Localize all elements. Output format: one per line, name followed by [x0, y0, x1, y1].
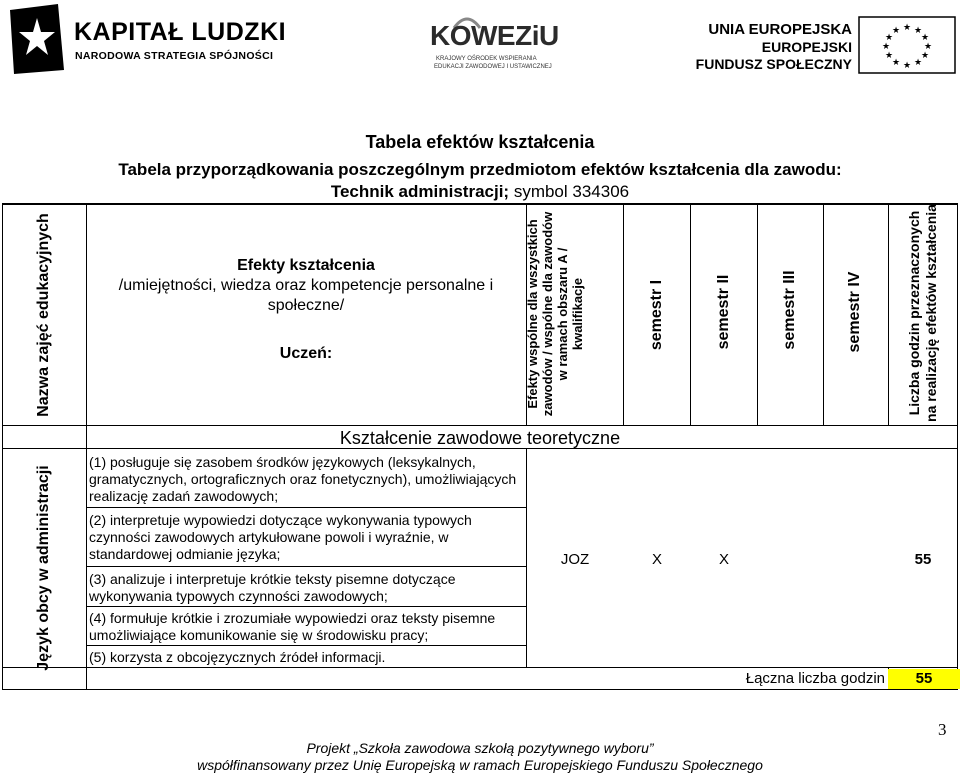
header-sem4: semestr IV: [846, 271, 863, 353]
svg-text:★: ★: [913, 58, 923, 68]
outcome-1: (1) posługuje się zasobem środków językowych (leksykalnych, gramatycznych, ortograficznych oraz fonetycznych), umożliwiających realizację zadań zawodowych;: [89, 454, 517, 504]
rows-bottom: [2, 667, 958, 668]
page-subtitle: Tabela przyporządkowania poszczególnym przedmiotom efektów kształcenia dla zawodu:: [118, 160, 842, 179]
outcome-divider-4: [86, 645, 526, 646]
header-common-line-2: zawodów / wspólne dla zawodów: [540, 211, 555, 417]
table-header-bottom: [2, 425, 958, 426]
value-sem2: X: [718, 551, 729, 568]
header-outcomes: [86, 256, 526, 364]
profession-line: [0, 182, 960, 202]
total-hours-label: Łączna liczba godzin: [745, 670, 885, 687]
outcome-divider-3: [86, 606, 526, 607]
header-hours: [906, 203, 942, 423]
header-outcomes-sub: /umiejętności, wiedza oraz kompetencje personalne i społeczne/: [118, 277, 494, 314]
eu-line-2: EUROPEJSKI: [761, 39, 852, 55]
svg-text:★: ★: [913, 26, 923, 36]
kowezu-subtitle-2: EDUKACJI ZAWODOWEJ I USTAWICZNEJ: [434, 64, 552, 70]
eu-flag-icon: [858, 16, 956, 74]
header-sem2: semestr II: [715, 274, 732, 350]
profession-name: Technik administracji;: [330, 182, 510, 201]
profession-symbol: symbol 334306: [509, 182, 630, 201]
svg-text:★: ★: [891, 26, 901, 36]
header-common-effects: [525, 205, 625, 423]
header-common-line-1: Efekty wspólne dla wszystkich: [525, 219, 540, 409]
header-outcomes-title: Efekty kształcenia: [237, 257, 375, 274]
outcome-divider-2: [86, 566, 526, 567]
header-subject-name: Nazwa zajęć edukacyjnych: [35, 213, 52, 417]
svg-text:★: ★: [902, 23, 912, 33]
page-number: 3: [938, 720, 947, 739]
svg-text:★: ★: [884, 51, 894, 61]
svg-text:★: ★: [923, 42, 933, 52]
svg-text:★: ★: [920, 51, 930, 61]
outcome-5: (5) korzysta z obcojęzycznych źródeł informacji.: [89, 649, 386, 665]
header-common-line-3: w ramach obszaru A /: [555, 247, 570, 381]
outcome-divider-1: [86, 507, 526, 508]
table-border-left: [2, 203, 3, 690]
subject-col-bottom: [2, 689, 86, 690]
col-divider-sem3: [823, 203, 824, 425]
subject-name: Język obcy w administracji: [35, 465, 52, 671]
col-divider-sem2: [757, 203, 758, 425]
col-divider-sem4: [888, 203, 889, 425]
eu-line-3: FUNDUSZ SPOŁECZNY: [695, 56, 852, 72]
footer-funding: współfinansowany przez Unię Europejską w ramach Europejskiego Funduszu Społecznego: [197, 757, 763, 773]
page-title: Tabela efektów kształcenia: [365, 132, 595, 152]
header-hours-line-2: na realizację efektów kształcenia: [923, 204, 939, 422]
svg-text:★: ★: [920, 33, 930, 43]
header-outcomes-student: Uczeń:: [279, 345, 333, 362]
kapital-ludzki-subtitle: NARODOWA STRATEGIA SPÓJNOŚCI: [75, 50, 274, 62]
kowezu-logo: [428, 14, 560, 70]
header-hours-line-1: Liczba godzin przeznaczonych: [906, 210, 922, 416]
section-title: Kształcenie zawodowe teoretyczne: [339, 428, 621, 448]
value-hours: 55: [914, 551, 932, 568]
table-border-right: [957, 203, 958, 690]
svg-text:★: ★: [884, 33, 894, 43]
col-divider-sem1: [690, 203, 691, 425]
header-common-line-4: kwalifikacje: [570, 277, 585, 351]
eu-logo: [695, 16, 956, 74]
svg-text:★: ★: [891, 58, 901, 68]
kapital-ludzki-name: KAPITAŁ LUDZKI: [74, 18, 287, 46]
total-hours-value: 55: [888, 669, 960, 689]
kapital-ludzki-star-icon: [6, 4, 68, 74]
svg-text:★: ★: [881, 42, 891, 52]
kowezu-subtitle-1: KRAJOWY OŚRODEK WSPIERANIA: [436, 56, 537, 62]
value-common: JOZ: [560, 551, 590, 568]
header-sem1: semestr I: [648, 279, 665, 351]
kowezu-name: KOWEZiU: [430, 20, 559, 51]
table-border-top: [2, 203, 958, 205]
outcome-4: (4) formułuje krótkie i zrozumiałe wypowiedzi oraz teksty pisemne umożliwiające komunikowanie się w środowisku pracy;: [89, 610, 496, 643]
outcome-3: (3) analizuje i interpretuje krótkie teksty pisemne dotyczące wykonywania typowych czynności zawodowych;: [89, 571, 456, 604]
svg-text:★: ★: [902, 61, 912, 71]
value-sem1: X: [651, 551, 662, 568]
total-row-bottom: [86, 689, 958, 690]
outcome-2: (2) interpretuje wypowiedzi dotyczące wykonywania typowych czynności zawodowych artykułowane powoli i wyraźnie, w standardowej odmianie języka;: [89, 512, 472, 562]
header-sem3: semestr III: [781, 270, 798, 350]
kapital-ludzki-logo: [6, 4, 287, 74]
eu-line-1: UNIA EUROPEJSKA: [708, 21, 852, 38]
footer-project: Projekt „Szkoła zawodowa szkołą pozytywnego wyboru”: [306, 740, 654, 756]
